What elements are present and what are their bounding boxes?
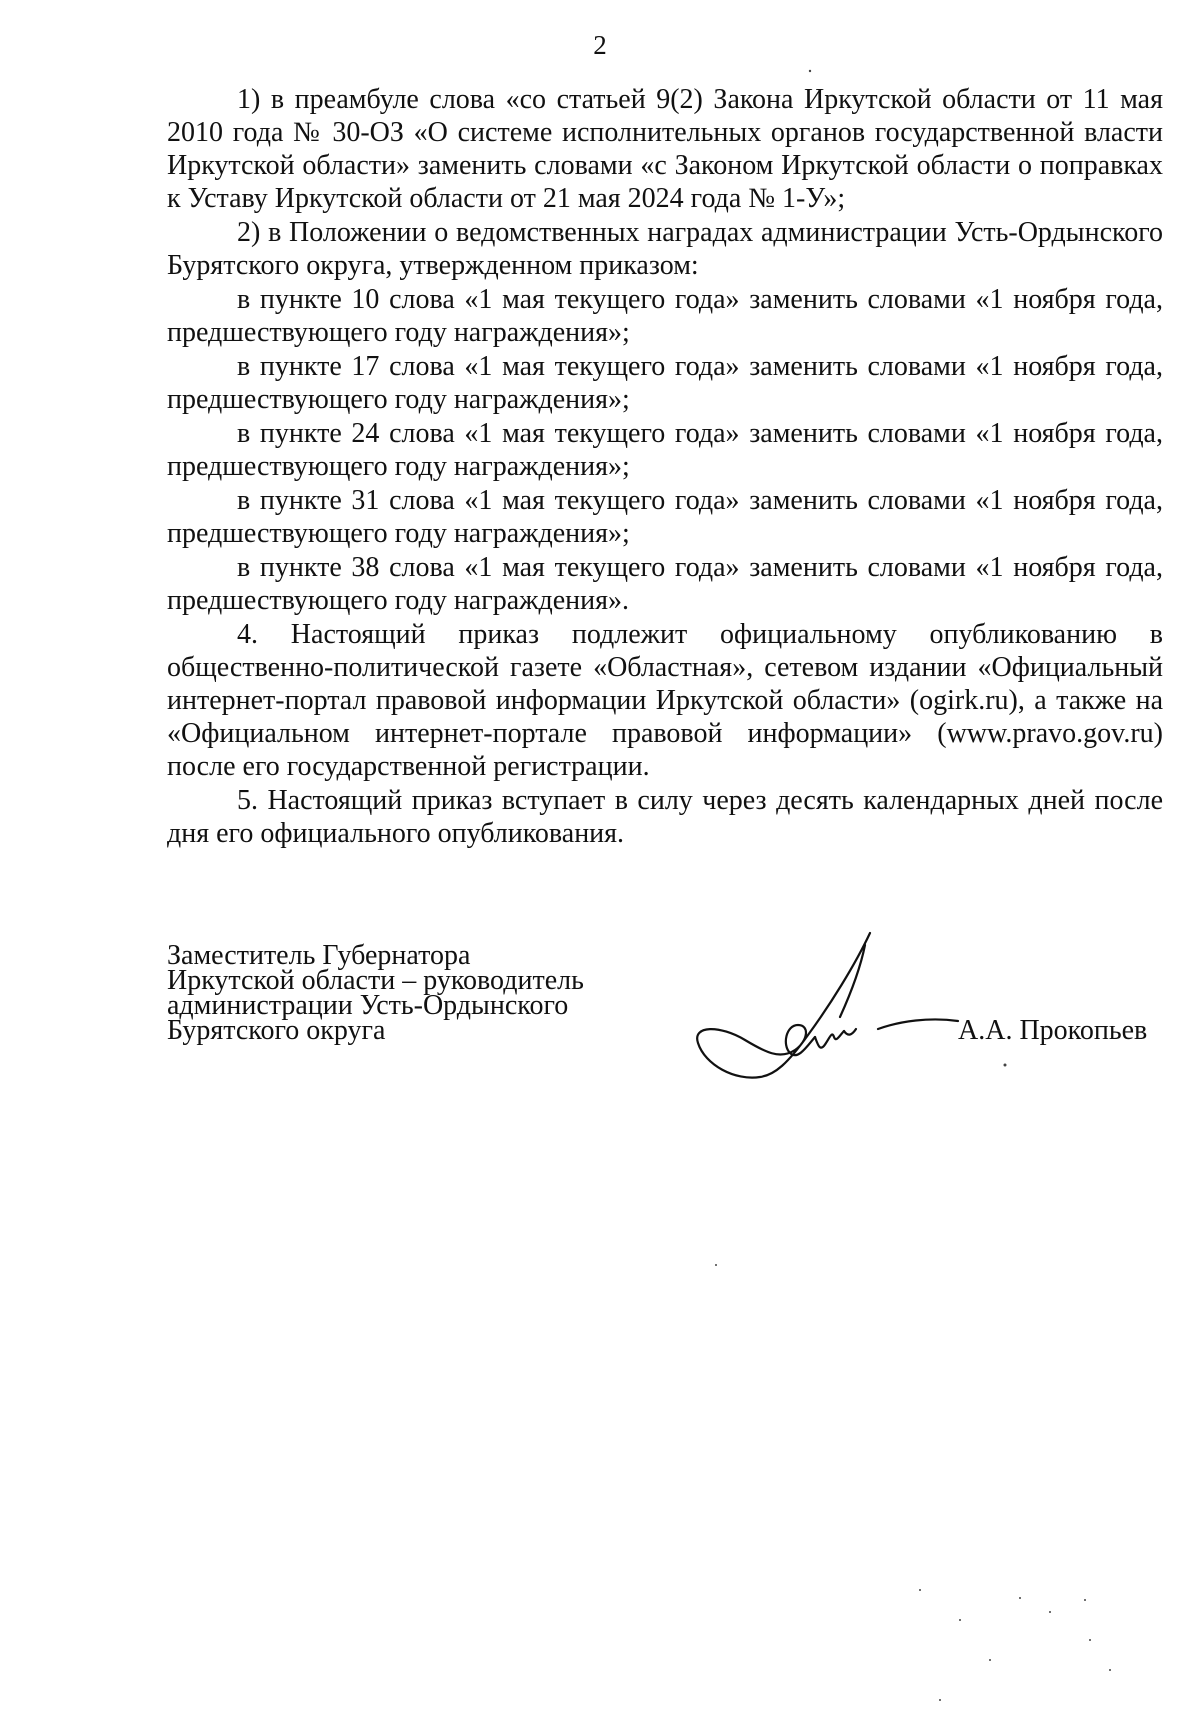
paragraph-clause-31: в пункте 31 слова «1 мая текущего года» заменить словами «1 ноября года, предшествующего году награждения»;	[167, 485, 1163, 549]
position-line: Иркутской области – руководитель	[167, 965, 584, 996]
paragraph-clause-17: в пункте 17 слова «1 мая текущего года» заменить словами «1 ноября года, предшествующего году награждения»;	[167, 351, 1163, 415]
position-line: администрации Усть-Ордынского	[167, 990, 569, 1021]
paragraph-regulation-amendment: 2) в Положении о ведомственных наградах администрации Усть-Ордынского Бурятского округа, утвержденном приказом:	[167, 217, 1163, 281]
paragraph-clause-24: в пункте 24 слова «1 мая текущего года» заменить словами «1 ноября года, предшествующего году награждения»;	[167, 418, 1163, 482]
paragraph-clause-38: в пункте 38 слова «1 мая текущего года» заменить словами «1 ноября года, предшествующего году награждения».	[167, 552, 1163, 616]
page-number: 2	[593, 30, 607, 60]
signer-name: А.А. Прокопьев	[958, 1015, 1148, 1046]
paragraph-publication: 4. Настоящий приказ подлежит официальному опубликованию в общественно-политической газете «Областная», сетевом издании «Официальный интернет-портал правовой информации Иркутской области» (ogirk.ru), а также на «Официальном интернет-портале правовой информации» (www.pravo.gov.ru) после его государственной регистрации.	[167, 619, 1163, 782]
paragraph-preamble-amendment: 1) в преамбуле слова «со статьей 9(2) Закона Иркутской области от 11 мая 2010 года № 30-ОЗ «О системе исполнительных органов государственной власти Иркутской области» заменить словами «с Законом Иркутской области о поправках к Уставу Иркутской области от 21 мая 2024 года № 1-У»;	[167, 84, 1163, 214]
paragraph-clause-10: в пункте 10 слова «1 мая текущего года» заменить словами «1 ноября года, предшествующего году награждения»;	[167, 284, 1163, 348]
paragraph-entry-into-force: 5. Настоящий приказ вступает в силу через десять календарных дней после дня его официального опубликования.	[167, 785, 1163, 849]
position-line: Заместитель Губернатора	[167, 940, 471, 971]
position-line: Бурятского округа	[167, 1015, 386, 1046]
